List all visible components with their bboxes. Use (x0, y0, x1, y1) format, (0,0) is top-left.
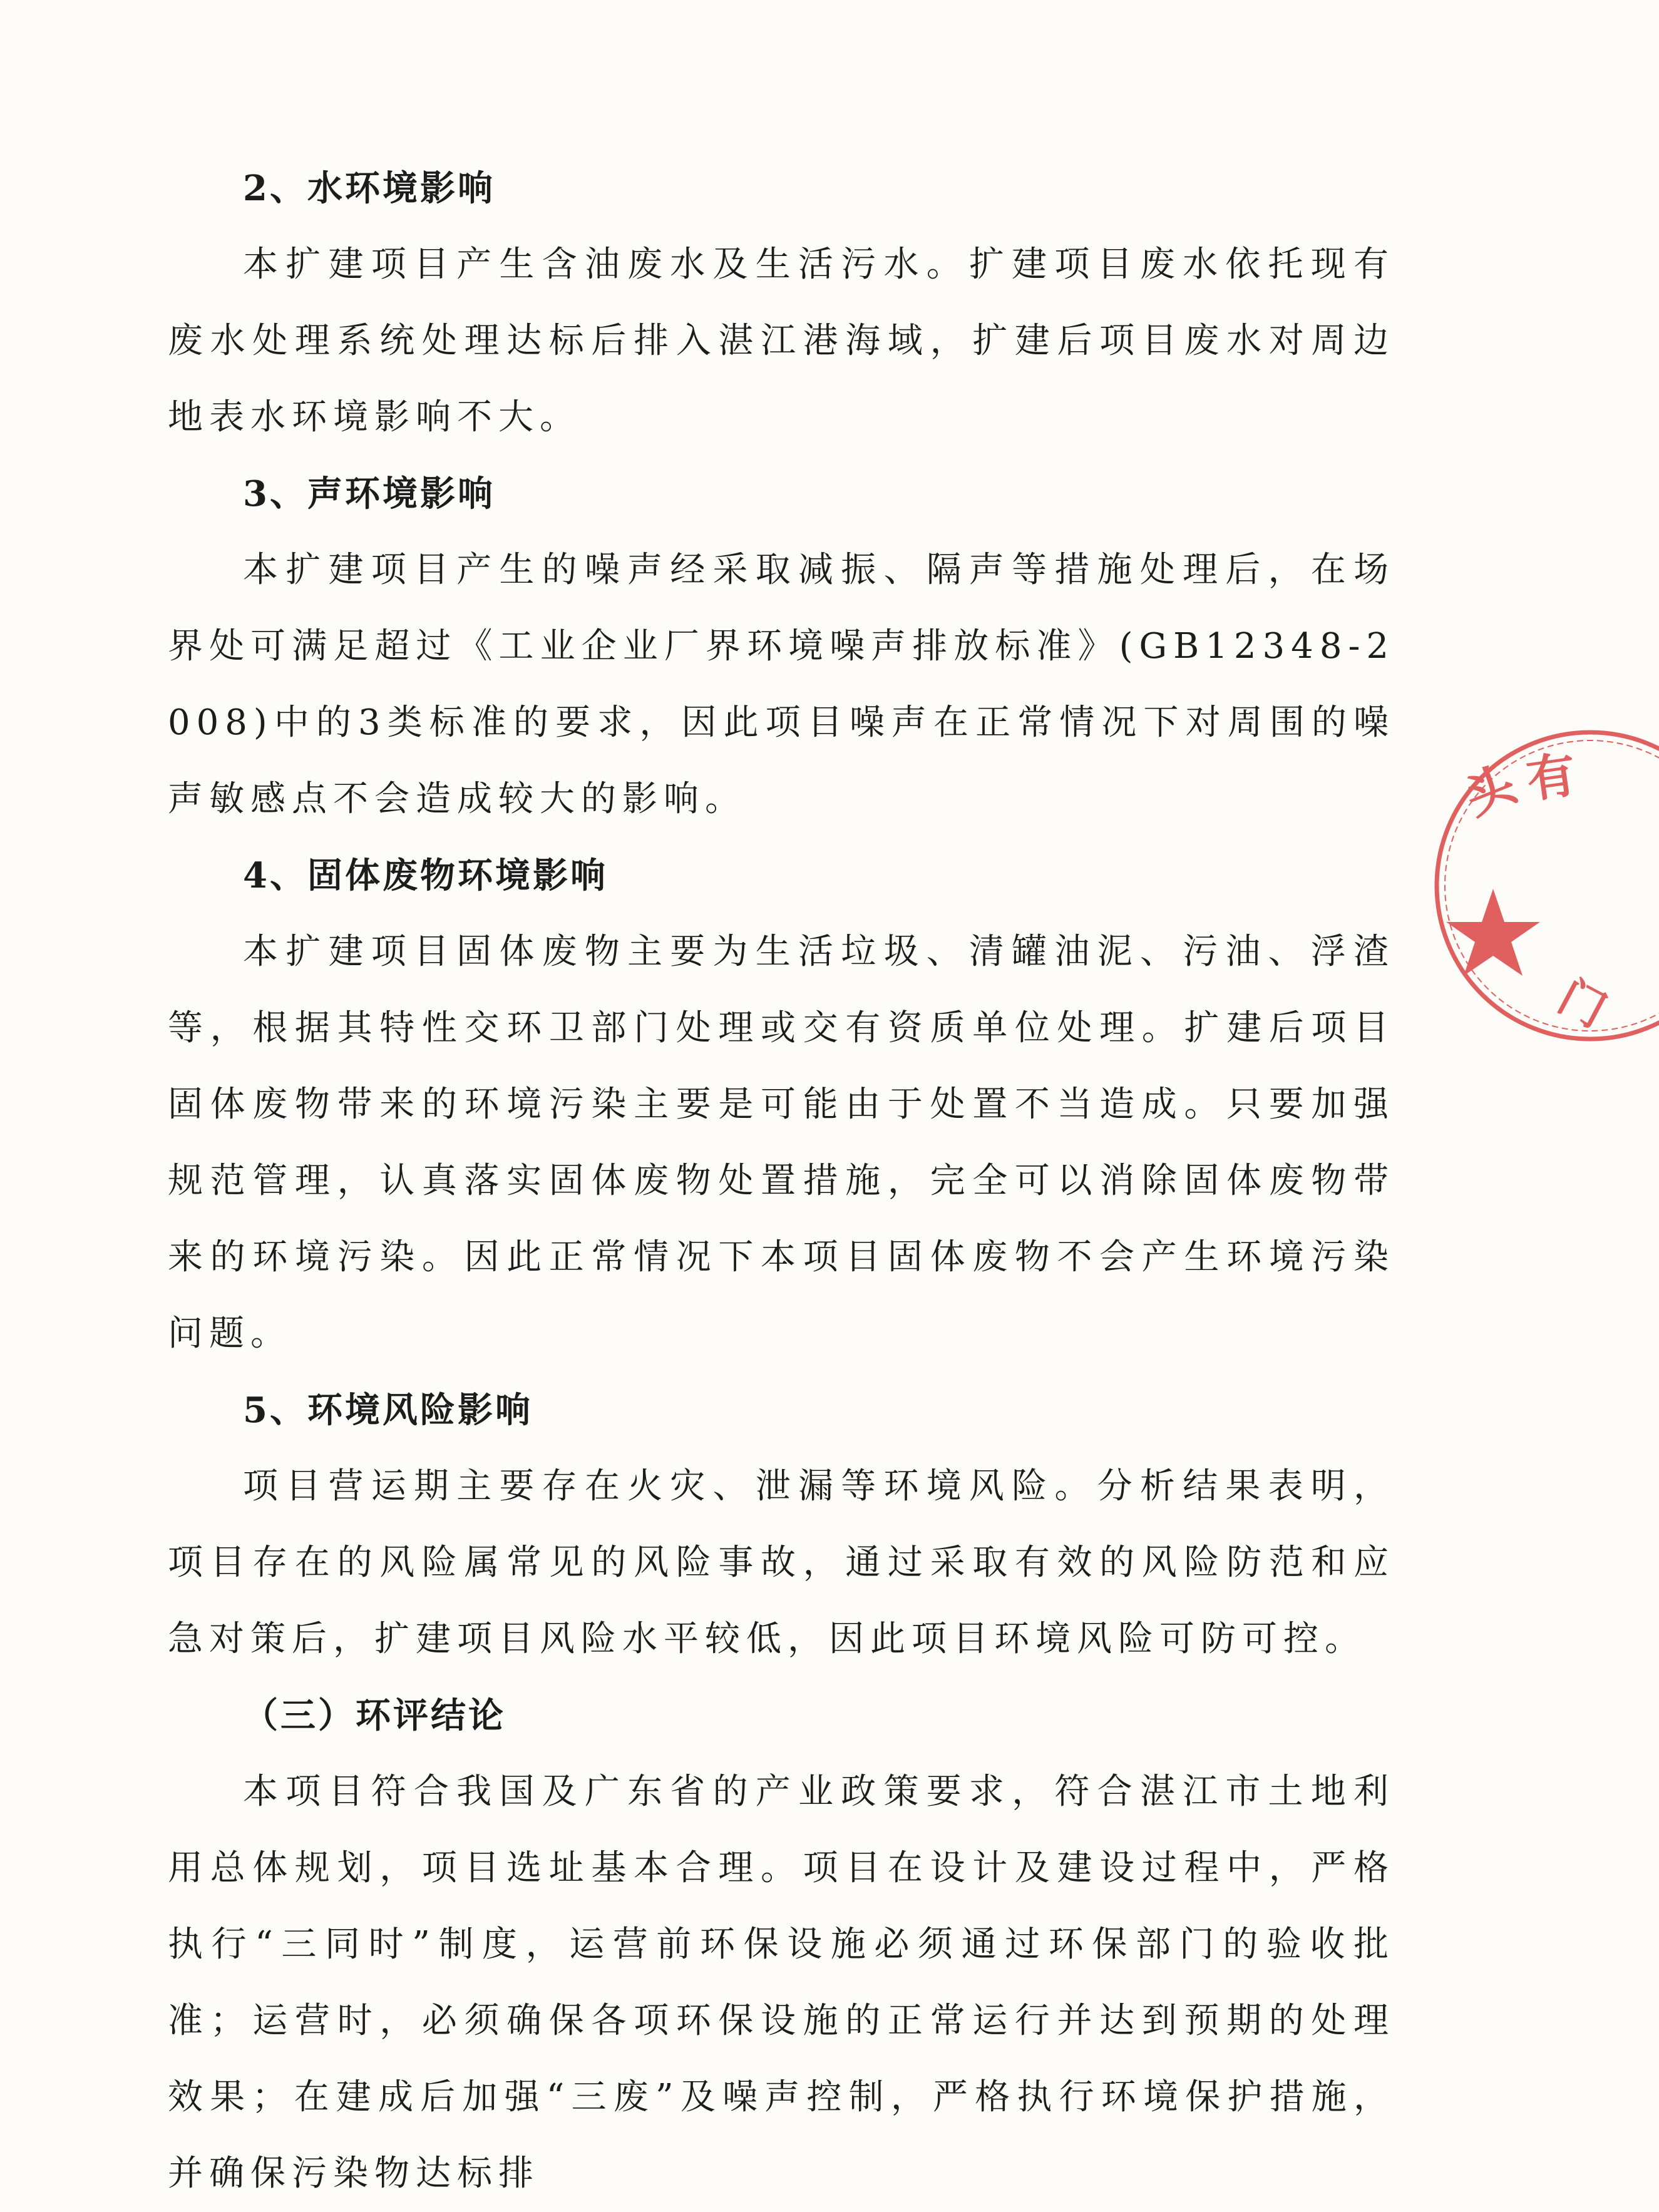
document-body (168, 150, 1395, 2212)
section-heading: （三）环评结论 (243, 1695, 506, 1736)
svg-text:门: 门 (1550, 970, 1615, 1038)
section-heading: 5、环境风险影响 (243, 1390, 533, 1431)
section-solid-waste-impact (168, 837, 1395, 1372)
section-paragraph: 本项目符合我国及广东省的产业政策要求，符合湛江市土地利用总体规划，项目选址基本合理。项目在设计及建设过程中，严格执行“三同时”制度，运营前环保设施必须通过环保部门的验收批准；运营时，必须确保各项环保设施的正常运行并达到预期的处理效果；在建成后加强“三废”及噪声控制，严格执行环境保护措施，并确保污染物达标排 (168, 1771, 1395, 2194)
section-heading: 2、水环境影响 (243, 168, 495, 209)
section-paragraph: 本扩建项目固体废物主要为生活垃圾、清罐油泥、污油、浮渣等，根据其特性交环卫部门处理或交有资质单位处理。扩建后项目固体废物带来的环境污染主要是可能由于处置不当造成。只要加强规范管理，认真落实固体废物处置措施，完全可以消除固体废物带来的环境污染。因此正常情况下本项目固体废物不会产生环境污染问题。 (168, 931, 1395, 1354)
section-paragraph: 项目营运期主要存在火灾、泄漏等环境风险。分析结果表明，项目存在的风险属常见的风险事故，通过采取有效的风险防范和应急对策后，扩建项目风险水平较低，因此项目环境风险可防可控。 (168, 1466, 1395, 1659)
svg-text:头: 头 (1457, 755, 1524, 827)
section-heading: 4、固体废物环境影响 (243, 855, 608, 896)
official-seal-stamp (1434, 723, 1659, 1048)
section-paragraph: 本扩建项目产生的噪声经采取减振、隔声等措施处理后，在场界处可满足超过《工业企业厂界环境噪声排放标准》(GB12348-2008)中的3类标准的要求，因此项目噪声在正常情况下对周围的噪声敏感点不会造成较大的影响。 (168, 550, 1395, 819)
section-heading: 3、声环境影响 (243, 473, 495, 515)
section-paragraph: 本扩建项目产生含油废水及生活污水。扩建项目废水依托现有废水处理系统处理达标后排入湛江港海域，扩建后项目废水对周边地表水环境影响不大。 (168, 244, 1395, 438)
section-eia-conclusion (168, 1677, 1395, 2212)
svg-text:有: 有 (1523, 746, 1579, 809)
section-noise-impact (168, 456, 1395, 837)
section-water-impact (168, 150, 1395, 456)
section-risk-impact (168, 1372, 1395, 1677)
